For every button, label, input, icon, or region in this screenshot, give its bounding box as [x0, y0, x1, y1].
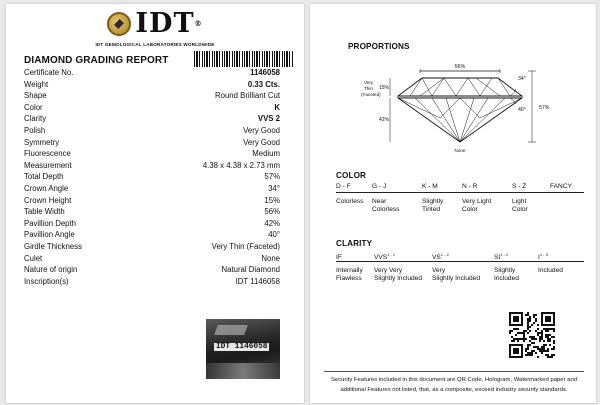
color-grade-description: Color: [462, 206, 478, 213]
report-row-value: 1146058: [250, 68, 280, 77]
report-row: [24, 90, 280, 102]
report-row: [24, 102, 280, 114]
report-row: [24, 229, 280, 241]
clarity-grade-header: IF: [336, 254, 342, 262]
barcode: [194, 51, 294, 67]
girdle-label-3: (Faceted): [361, 92, 381, 97]
table-label: 56%: [454, 64, 466, 70]
report-row-value: 0.33 Cts.: [247, 79, 280, 89]
report-row-label: Pavillion Depth: [24, 218, 77, 228]
report-row-value: Round Brilliant Cut: [214, 91, 280, 101]
pavilion-depth-label: 42%: [379, 117, 390, 123]
reference-page: [310, 4, 596, 403]
clarity-grade-header: $I^{1 - 3}$: [538, 252, 548, 262]
report-row: [24, 276, 280, 288]
report-row-value: 42%: [264, 218, 280, 228]
color-divider: [336, 192, 584, 193]
report-row-label: Certificate No.: [24, 68, 74, 77]
color-grade-header: D - F: [336, 183, 351, 190]
report-title: DIAMOND GRADING REPORT: [24, 55, 169, 66]
clarity-grade-header: SI$^{1 - 2}$: [494, 252, 509, 262]
clarity-grade-description: Included: [494, 275, 519, 282]
report-row-value: K: [274, 102, 280, 112]
report-row: [24, 241, 280, 253]
report-row: [24, 171, 280, 183]
proportions-title: PROPORTIONS: [348, 42, 410, 51]
security-note: Security Features included in this document are QR Code, Hologram, Watermarked paper and additional Features not listed, that, as a composite, exceed industry security standards.: [324, 371, 584, 395]
report-row-value: 15%: [264, 195, 280, 205]
color-grade-header: FANCY: [550, 183, 572, 190]
report-row: [24, 125, 280, 137]
clarity-grade-description: Slightly Included: [374, 275, 423, 282]
report-row-value: IDT 1146058: [235, 276, 280, 286]
report-row-label: Fluorescence: [24, 149, 71, 159]
logo-subtitle: IDT GEMOLOGICAL LABORATORIES WORLDWIDE: [95, 42, 215, 47]
grading-report-page: [6, 4, 304, 403]
report-row-label: Shape: [24, 91, 47, 101]
clarity-grade-description: Slightly: [494, 267, 516, 274]
report-row-label: Culet: [24, 253, 43, 263]
report-row: [24, 218, 280, 230]
color-title: COLOR: [336, 171, 367, 180]
clarity-grade-header: VVS$^{1 - 2}$: [374, 252, 396, 262]
report-row: [24, 160, 280, 172]
report-row-label: Table Width: [24, 207, 65, 217]
clarity-grade-description: Very: [432, 267, 446, 274]
report-row-value: 56%: [264, 207, 280, 217]
photo-inscription-text: IDT 1146058: [216, 343, 268, 351]
report-row-value: 40°: [268, 230, 280, 240]
girdle-label-2: Thin: [364, 86, 373, 91]
report-row: [24, 137, 280, 149]
report-row: [24, 264, 280, 276]
report-row-label: Total Depth: [24, 172, 64, 182]
clarity-grade-description: Flawless: [336, 275, 362, 282]
color-grade-header: N - R: [462, 183, 478, 190]
crown-angle-label: 34°: [518, 76, 526, 82]
report-row: [24, 195, 280, 207]
report-row-value: VVS 2: [257, 114, 280, 124]
color-grade-header: K - M: [422, 183, 438, 190]
report-row-label: Measurement: [24, 160, 72, 170]
report-row: [24, 253, 280, 265]
color-grade-description: Color: [512, 206, 528, 213]
report-row: [24, 79, 280, 91]
report-row-value: Very Good: [243, 125, 280, 135]
report-row-label: Clarity: [24, 114, 47, 124]
report-row-label: Nature of origin: [24, 265, 78, 275]
report-row-value: Very Good: [243, 137, 280, 147]
clarity-grade-description: Internally: [336, 267, 363, 274]
report-row-value: 4.38 x 4.38 x 2.73 mm: [202, 160, 280, 170]
idt-seal-icon: [107, 12, 131, 36]
pavilion-angle-label: 40°: [518, 107, 526, 113]
report-row-value: Natural Diamond: [221, 265, 280, 275]
report-row-label: Crown Angle: [24, 183, 69, 193]
clarity-title: CLARITY: [336, 239, 373, 248]
color-grade-description: Tinted: [422, 206, 441, 213]
color-grade-description: Very Light: [462, 198, 492, 205]
report-row-label: Color: [24, 102, 43, 112]
color-grade-description: Near: [372, 198, 387, 205]
proportions-diagram: [360, 58, 560, 168]
report-row-value: None: [261, 253, 280, 263]
color-grade-description: Light: [512, 198, 527, 205]
color-grade-description: Slightly: [422, 198, 444, 205]
report-row: [24, 67, 280, 79]
culet-label: None: [454, 148, 466, 153]
girdle-label-1: Very: [364, 80, 374, 85]
report-row-label: Symmetry: [24, 137, 60, 147]
color-grade-header: G - J: [372, 183, 387, 190]
report-row-value: 34°: [268, 183, 280, 193]
report-row-label: Weight: [24, 79, 49, 89]
clarity-grade-header: VS$^{1 - 2}$: [432, 252, 449, 262]
report-row: [24, 148, 280, 160]
report-row: [24, 206, 280, 218]
clarity-grade-description: Included: [538, 267, 563, 274]
report-row-value: 57%: [264, 172, 280, 182]
report-row-label: Inscription(s): [24, 276, 69, 286]
report-row-value: Medium: [252, 149, 280, 159]
inscription-photo: [206, 319, 280, 379]
report-row-label: Girdle Thickness: [24, 241, 82, 251]
report-details: [24, 67, 280, 287]
qr-code: [509, 312, 555, 358]
report-row-label: Crown Height: [24, 195, 72, 205]
report-row-label: Pavillion Angle: [24, 230, 75, 240]
idt-logo: [6, 8, 304, 47]
clarity-grade-description: Very Very: [374, 267, 403, 274]
report-row-label: Polish: [24, 125, 46, 135]
clarity-grade-description: Slightly Included: [432, 275, 481, 282]
color-grade-description: Colorless: [372, 206, 400, 213]
report-row: [24, 113, 280, 125]
report-row: [24, 183, 280, 195]
logo-wordmark: IDT®: [135, 8, 203, 39]
total-depth-label: 57%: [539, 105, 550, 111]
clarity-divider: [336, 261, 584, 262]
crown-height-label: 15%: [379, 85, 390, 91]
color-grade-header: S - Z: [512, 183, 527, 190]
color-grade-description: Colorless: [336, 198, 364, 205]
report-row-value: Very Thin (Faceted): [211, 241, 280, 251]
